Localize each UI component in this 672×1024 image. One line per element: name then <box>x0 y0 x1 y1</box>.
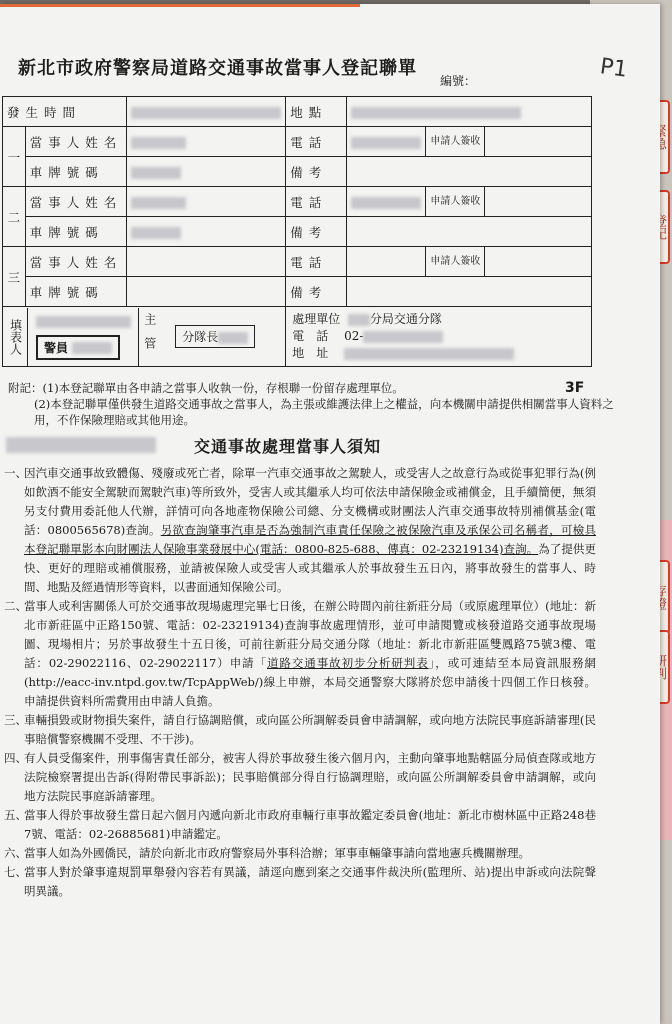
item-text: 為了提供更快、更好的理賠或補償服務，並請被保險人或受害人或其繼承人於事故發生五日內，將事故發生的當事人、時間、地點及經過情形等資料，以書面通知保險公司。 <box>24 542 596 594</box>
guide-item <box>4 806 596 844</box>
unit-label: 處理單位 <box>292 312 341 326</box>
officer-stamp-label: 警員 <box>44 340 69 355</box>
notes-label: 附記： <box>8 381 43 395</box>
guide-item <box>4 863 596 901</box>
item-number: 四、 <box>4 751 27 765</box>
phone-cell <box>347 247 426 277</box>
plate-label: 車牌號碼 <box>25 277 127 307</box>
note-2: (2)本登記聯單僅供發生道路交通事故之當事人，為主張或維護法律上之權益，向本機關申請提供相關當事人資料之用，不作保險理賠或其他用途。 <box>34 397 614 427</box>
guide-item <box>4 844 596 863</box>
supervisor-label: 主管 <box>138 308 161 366</box>
phone-label: 電話 <box>286 127 347 157</box>
remarks-label: 備考 <box>286 157 347 187</box>
unit-address-label: 地址 <box>292 346 341 360</box>
item-text-underlined: 另欲查詢肇事汽車是否為強制汽車責任保險之被保險汽車及承保公司名稱者，可檢具本登記聯單影本向財團法人保險事業發展中心(電話：0800-825-688、傳真：02-23219134)查詢。 <box>24 523 596 556</box>
remarks-cell <box>347 217 592 247</box>
party-name-label: 當事人姓名 <box>25 247 127 277</box>
remarks-label: 備考 <box>286 277 347 307</box>
guide-title: 交通事故處理當事人須知 <box>194 437 382 456</box>
phone-label: 電話 <box>286 187 347 217</box>
plate-cell <box>127 277 286 307</box>
item-text: 當事人如為外國僑民，請於向新北市政府警察局外事科洽辦；軍事車輛肇事請向當地憲兵機關辦理。 <box>24 846 530 860</box>
remarks-cell <box>347 157 592 187</box>
item-text-underlined: 道路交通事故初步分析研判表 <box>267 656 429 670</box>
unit-phone-value: 02- <box>344 329 364 343</box>
filler-block <box>3 307 286 367</box>
section-mark: 三 <box>3 247 26 307</box>
unit-phone-label: 電話 <box>292 329 341 343</box>
redacted-location <box>347 97 592 127</box>
item-text: 當事人對於肇事違規罰單舉發內容若有異議，請逕向應到案之交通事件裁決所(監理所、站)提出申訴或向法院聲明異議。 <box>24 865 596 898</box>
unit-value: 分局交通分隊 <box>369 312 442 326</box>
section-mark: 二 <box>3 187 26 247</box>
guide-body <box>4 464 596 901</box>
remarks-label: 備考 <box>286 217 347 247</box>
guide-item <box>4 711 596 749</box>
remarks-cell <box>347 277 592 307</box>
location-label: 地點 <box>286 97 347 127</box>
section-mark: 一 <box>3 127 26 187</box>
note-1: (1)本登記聯單由各申請之當事人收執一份，存根聯一份留存處理單位。 <box>42 381 404 395</box>
redacted-plate <box>127 157 286 187</box>
item-number: 三、 <box>4 713 27 727</box>
item-text: 」，或可連結至本局資訊服務網(http://eacc-inv.ntpd.gov.tw/TcpAppWeb/)線上申辦，本局交通警察大隊將於您申請後十四個工作日核發。申請提供資料所需費用由申請人負擔。 <box>24 656 596 708</box>
applicant-sign-label: 申請人簽收 <box>426 187 485 217</box>
party-name-label: 當事人姓名 <box>25 127 127 157</box>
form-title: 新北市政府警察局道路交通事故當事人登記聯單 <box>18 58 417 79</box>
document-page <box>0 4 660 1024</box>
redacted-stamp <box>6 434 156 453</box>
top-edge-line <box>0 4 360 7</box>
name-cell <box>127 247 286 277</box>
item-text: 當事人得於事故發生當日起六個月內遞向新北市政府車輛行車事故鑑定委員會(地址：新北市樹林區中正路248巷7號、電話：02-26885681)申請鑑定。 <box>24 808 596 841</box>
squad-stamp-label: 分隊長 <box>182 330 219 344</box>
applicant-sign-label: 申請人簽收 <box>426 127 485 157</box>
item-number: 七、 <box>4 865 27 879</box>
item-number: 二、 <box>4 599 27 613</box>
guide-item <box>4 597 596 711</box>
sign-cell[interactable] <box>485 247 592 277</box>
sign-cell[interactable] <box>485 187 592 217</box>
item-text: 有人員受傷案件，刑事傷害責任部分，被害人得於事故發生後六個月內，主動向肇事地點轄區分局偵查隊或地方法院檢察署提出告訴(得附帶民事訴訟)；民事賠償部分得自行協調理賠，或向區公所調解委員會申請調解，或向地方法院民事庭訴請審理。 <box>24 751 596 803</box>
party-name-label: 當事人姓名 <box>25 187 127 217</box>
item-text: 因汽車交通事故致體傷、殘廢或死亡者，除單一汽車交通事故之駕駛人，或受害人之故意行為或從事犯罪行為(例如飲酒不能安全駕駛而駕駛汽車)等所致外，受害人或其繼承人均可依法申請保險金或補償金，且手續簡便，無須另支付費用委託他人代辦，詳情可向各地產物保險公司總、分支機構或財團法人汽車交通事故特別補償基金(電話：0800565678)查詢。 <box>24 466 596 537</box>
item-text: 車輛損毀或財物損失案件，請自行協調賠償，或向區公所調解委員會申請調解，或向地方法院民事庭訴請審理(民事賠償警察機關不受理、不干涉)。 <box>24 713 596 746</box>
item-number: 六、 <box>4 846 27 860</box>
handwritten-note: 3F <box>565 380 585 396</box>
applicant-sign-label: 申請人簽收 <box>426 247 485 277</box>
guide-item <box>4 464 596 597</box>
plate-label: 車牌號碼 <box>25 217 127 247</box>
item-number: 五、 <box>4 808 27 822</box>
filler-label: 填表人 <box>3 308 28 366</box>
redacted-name <box>127 187 286 217</box>
redacted-phone <box>347 187 426 217</box>
redacted-time <box>127 97 286 127</box>
guide-item <box>4 749 596 806</box>
notes-block <box>8 380 628 428</box>
redacted-name <box>127 127 286 157</box>
redacted-plate <box>127 217 286 247</box>
officer-stamp <box>36 335 120 360</box>
phone-label: 電話 <box>286 247 347 277</box>
item-text: 當事人或利害關係人可於交通事故現場處理完畢七日後，在辦公時間內前往新莊分局（或原處理單位）(地址：新北市新莊區中正路150號、電話：02-23219134)查詢事故處理情形，並可申請閱覽或核發道路交通事故現場圖、現場相片；另於事故發生十五日後，可前往新莊分局交通分隊（地址：新北市新莊區雙鳳路75號3樓、電話：02-29022116、02-29022117）申請「 <box>24 599 596 670</box>
page-mark: P1 <box>598 54 629 83</box>
plate-label: 車牌號碼 <box>25 157 127 187</box>
redacted-phone <box>347 127 426 157</box>
unit-block <box>286 307 592 367</box>
registration-table <box>2 96 592 367</box>
squad-stamp <box>175 325 255 348</box>
sign-cell[interactable] <box>485 127 592 157</box>
occurrence-time-label: 發生時間 <box>3 97 127 127</box>
serial-label: 編號： <box>440 74 477 88</box>
item-number: 一、 <box>4 466 27 480</box>
